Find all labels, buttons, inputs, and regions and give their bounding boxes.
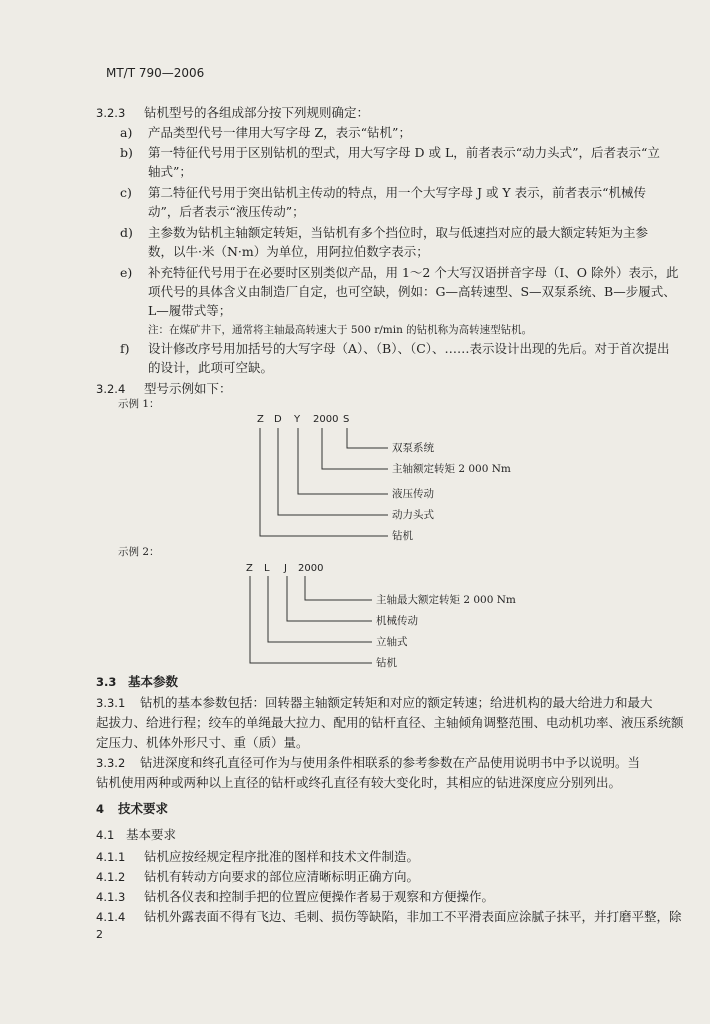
- item-marker: a): [120, 125, 133, 140]
- item-e-line-3: L—履带式等；: [148, 303, 232, 318]
- leader-line: [347, 428, 388, 448]
- clause-3-3-2-label: 3.3.2: [96, 756, 126, 770]
- item-marker: d): [120, 225, 133, 240]
- example-2-label: 立轴式: [376, 636, 408, 648]
- page-number: 2: [96, 928, 103, 941]
- clause-text: 钻机外露表面不得有飞边、毛刺、损伤等缺陷，非加工不平滑表面应涂腻子抹平，并打磨平整，除: [144, 909, 682, 924]
- note: 注：在煤矿井下，通常将主轴最高转速大于 500 r/min 的钻机称为高转速型钻机。: [148, 324, 533, 336]
- item-e-line-1: 补充特征代号用于在必要时区别类似产品，用 1～2 个大写汉语拼音字母（I、O 除外）表示，此: [148, 265, 679, 280]
- example-2-code: J: [284, 563, 287, 574]
- section-4-1-label: 4.1: [96, 828, 115, 842]
- example-2-label: 钻机: [376, 657, 397, 669]
- clause-label: 4.1.4: [96, 910, 126, 924]
- example-1-code: Y: [294, 414, 301, 425]
- clause-3-3-2-line-2: 钻机使用两种或两种以上直径的钻杆或终孔直径有较大变化时，其相应的钻进深度应分别列出。: [96, 775, 622, 790]
- clause-label: 4.1.1: [96, 850, 126, 864]
- example-1-label: 主轴额定转矩 2 000 Nm: [392, 463, 511, 475]
- example-2-label: 主轴最大额定转矩 2 000 Nm: [376, 594, 516, 606]
- item-c-line-2: 动”，后者表示“液压传动”；: [148, 204, 305, 219]
- clause-text: 钻机应按经规定程序批准的图样和技术文件制造。: [144, 849, 420, 864]
- clause-label: 4.1.2: [96, 870, 126, 884]
- item-b-line-1: 第一特征代号用于区别钻机的型式，用大写字母 D 或 L，前者表示“动力头式”，后者表示“立: [148, 145, 660, 160]
- example-1-title: 示例 1：: [118, 398, 160, 410]
- example-1-label: 液压传动: [392, 488, 434, 500]
- leader-line: [268, 576, 372, 642]
- clause-label: 4.1.3: [96, 890, 126, 904]
- item-f-line-2: 的设计，此项可空缺。: [148, 360, 274, 375]
- clause-3-2-3-label: 3.2.3: [96, 106, 126, 120]
- leader-line: [305, 576, 372, 600]
- example-2-code: 2000: [298, 563, 324, 574]
- section-3-3-title: 基本参数: [128, 674, 179, 689]
- item-marker: c): [120, 185, 132, 200]
- example-2-code: Z: [246, 563, 253, 574]
- item-d-line-1: 主参数为钻机主轴额定转矩，当钻机有多个挡位时，取与低速挡对应的最大额定转矩为主参: [148, 225, 649, 240]
- example-1-code: 2000: [313, 414, 339, 425]
- leader-line: [278, 428, 388, 515]
- example-1-code: Z: [257, 414, 264, 425]
- example-1-label: 钻机: [392, 530, 413, 542]
- clause-3-3-1-line-1: 钻机的基本参数包括：回转器主轴额定转矩和对应的额定转速；给进机构的最大给进力和最大: [140, 695, 653, 710]
- item-e-line-2: 项代号的具体含义由制造厂自定，也可空缺，例如：G—高转速型、S—双泵系统、B—步履式、: [148, 284, 676, 299]
- section-3-3-label: 3.3: [96, 675, 117, 689]
- leader-line: [298, 428, 388, 494]
- item-a-text: 产品类型代号一律用大写字母 Z，表示“钻机”；: [148, 125, 411, 140]
- clause-text: 钻机有转动方向要求的部位应清晰标明正确方向。: [144, 869, 420, 884]
- example-1-label: 动力头式: [392, 509, 434, 521]
- example-1-code: S: [343, 414, 350, 425]
- example-2-title: 示例 2：: [118, 546, 160, 558]
- item-marker: e): [120, 265, 133, 280]
- item-f-line-1: 设计修改序号用加括号的大写字母（A）、（B）、（C）、……表示设计出现的先后。对于首次提出: [148, 341, 670, 356]
- clause-3-2-4-text: 型号示例如下：: [144, 381, 232, 396]
- clause-3-3-1-line-2: 起拔力、给进行程；绞车的单绳最大拉力、配用的钻杆直径、主轴倾角调整范围、电动机功率、液压系统额: [96, 715, 684, 730]
- section-4-1-title: 基本要求: [126, 827, 177, 842]
- standard-number: MT/T 790—2006: [106, 66, 205, 80]
- clause-3-2-4-label: 3.2.4: [96, 382, 126, 396]
- example-2-label: 机械传动: [376, 615, 418, 627]
- item-marker: b): [120, 145, 133, 160]
- clause-3-3-1-line-3: 定压力、机体外形尺寸、重（质）量。: [96, 735, 309, 750]
- section-4-label: 4: [96, 802, 105, 816]
- clause-3-3-1-label: 3.3.1: [96, 696, 126, 710]
- clause-3-2-3-intro: 钻机型号的各组成部分按下列规则确定：: [144, 105, 370, 120]
- example-2-code: L: [264, 563, 270, 574]
- example-1-label: 双泵系统: [392, 442, 434, 454]
- leader-line: [287, 576, 372, 621]
- item-marker: f): [120, 341, 130, 356]
- leader-line: [260, 428, 388, 536]
- item-c-line-1: 第二特征代号用于突出钻机主传动的特点，用一个大写字母 J 或 Y 表示，前者表示“机械传: [148, 185, 647, 200]
- clause-text: 钻机各仪表和控制手把的位置应便操作者易于观察和方便操作。: [144, 889, 495, 904]
- item-b-line-2: 轴式”；: [148, 164, 192, 179]
- section-4-title: 技术要求: [118, 801, 169, 816]
- clause-3-3-2-line-1: 钻进深度和终孔直径可作为与使用条件相联系的参考参数在产品使用说明书中予以说明。当: [140, 755, 641, 770]
- item-d-line-2: 数，以牛·米（N·m）为单位，用阿拉伯数字表示；: [148, 244, 429, 259]
- example-1-code: D: [274, 414, 282, 425]
